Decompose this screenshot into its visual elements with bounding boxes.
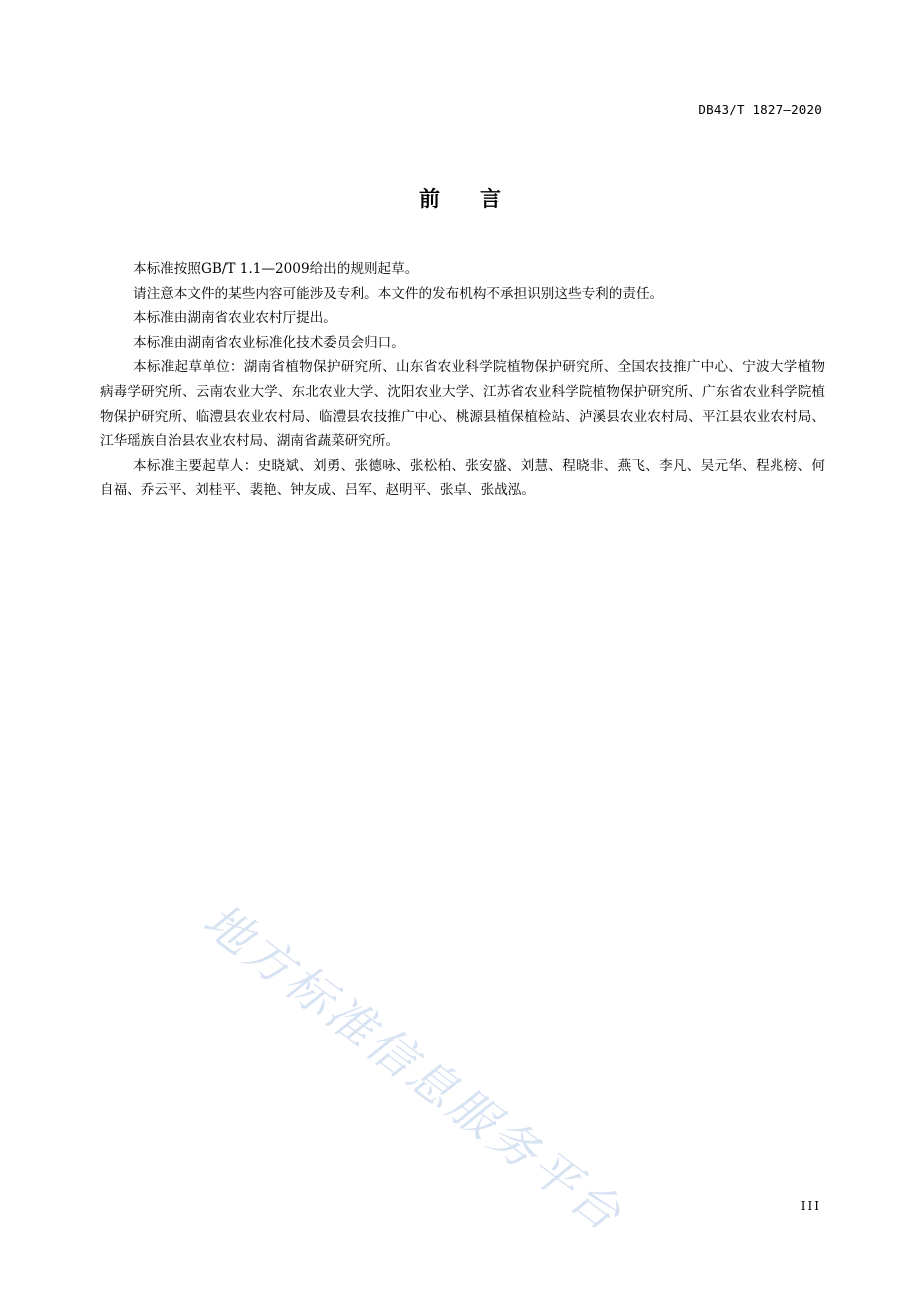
title-char-1: 前 bbox=[419, 187, 440, 211]
standard-code: DB43/T 1827—2020 bbox=[698, 102, 822, 117]
paragraph-drafting-rules: 本标准按照GB/T 1.1—2009给出的规则起草。 bbox=[133, 261, 419, 277]
foreword-body bbox=[100, 257, 825, 503]
paragraph-drafting-units: 本标准起草单位：湖南省植物保护研究所、山东省农业科学院植物保护研究所、全国农技推广中心、宁波大学植物病毒学研究所、云南农业大学、东北农业大学、沈阳农业大学、江苏省农业科学院植物保护研究所、广东省农业科学院植物保护研究所、临澧县农业农村局、临澧县农技推广中心、桃源县植保植检站、泸溪县农业农村局、平江县农业农村局、江华瑶族自治县农业农村局、湖南省蔬菜研究所。 bbox=[100, 359, 825, 450]
paragraph-centralized-by: 本标准由湖南省农业标准化技术委员会归口。 bbox=[133, 334, 405, 351]
page-title bbox=[0, 183, 920, 213]
paragraph-patent-notice: 请注意本文件的某些内容可能涉及专利。本文件的发布机构不承担识别这些专利的责任。 bbox=[133, 285, 664, 302]
watermark: 地方标准信息服务平台 bbox=[192, 892, 634, 1244]
paragraph-proposed-by: 本标准由湖南省农业农村厅提出。 bbox=[133, 310, 337, 327]
paragraph-main-drafters: 本标准主要起草人：史晓斌、刘勇、张德咏、张松柏、张安盛、刘慧、程晓非、燕飞、李凡、吴元华、程兆榜、何自福、乔云平、刘桂平、裴艳、钟友成、吕军、赵明平、张卓、张战泓。 bbox=[100, 457, 825, 499]
page-number: III bbox=[800, 1199, 821, 1213]
title-char-2: 言 bbox=[480, 187, 501, 211]
